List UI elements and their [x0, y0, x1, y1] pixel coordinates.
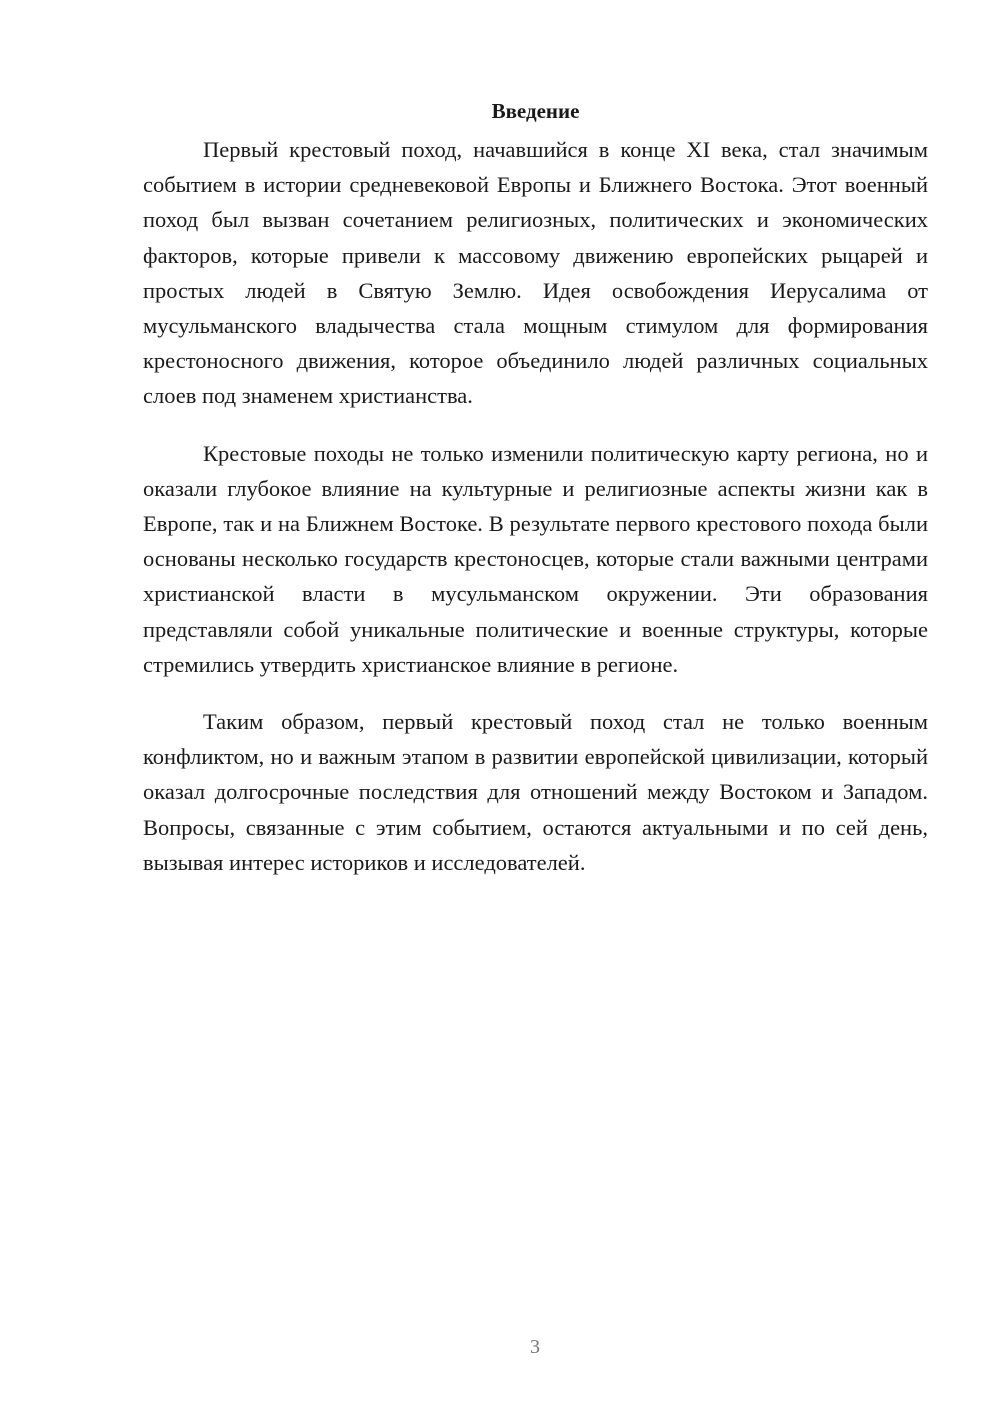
section-heading: Введение: [491, 99, 580, 123]
paragraph-3: Таким образом, первый крестовый поход стал не только военным конфликтом, но и важным этапом в развитии европейской цивилизации, который оказал долгосрочные последствия для отношений между Востоком и Западом. Вопросы, связанные с этим событием, остаются актуальными и по сей день, вызывая интерес историков и исследователей.: [143, 709, 928, 875]
paragraph-1: Первый крестовый поход, начавшийся в конце XI века, стал значимым событием в истории средневековой Европы и Ближнего Востока. Этот военный поход был вызван сочетанием религиозных, политических и экономических факторов, которые привели к массовому движению европейских рыцарей и простых людей в Святую Землю. Идея освобождения Иерусалима от мусульманского владычества стала мощным стимулом для формирования крестоносного движения, которое объединило людей различных социальных слоев под знаменем христианства.: [143, 137, 928, 409]
paragraph-2: Крестовые походы не только изменили политическую карту региона, но и оказали глубокое влияние на культурные и религиозные аспекты жизни как в Европе, так и на Ближнем Востоке. В результате первого крестового похода были основаны несколько государств крестоносцев, которые стали важными центрами христианской власти в мусульманском окружении. Эти образования представляли собой уникальные политические и военные структуры, которые стремились утвердить христианское влияние в регионе.: [143, 440, 928, 677]
page-number: 3: [530, 1336, 540, 1358]
page-content: [143, 96, 928, 902]
